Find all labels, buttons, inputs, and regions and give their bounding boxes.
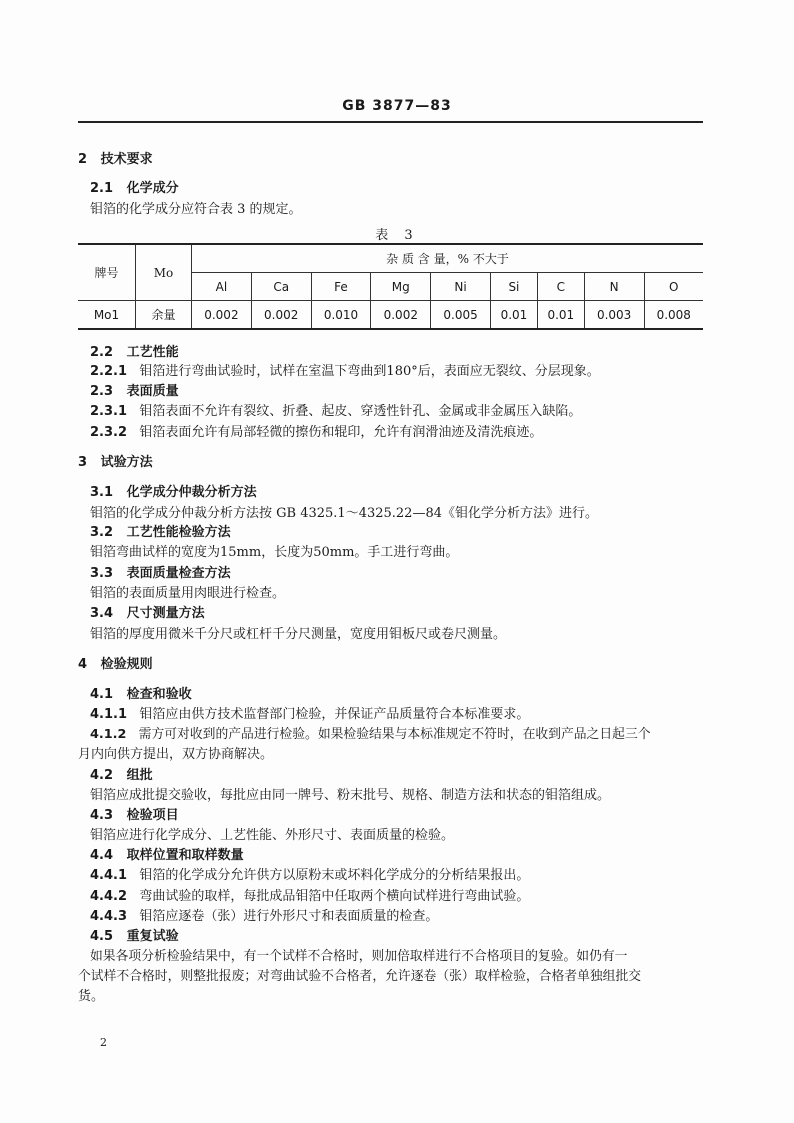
section-number: 2: [78, 152, 88, 167]
section-number: 3.4: [90, 606, 114, 621]
value-cell: 0.002: [251, 301, 311, 330]
section-title: 工艺性能: [126, 345, 179, 360]
clause-number: 2.3.1: [90, 404, 128, 419]
paragraph: 钼箔的厚度用微米千分尺或杠杆千分尺测量，宽度用钼板尺或卷尺测量。: [90, 627, 507, 642]
section-number: 2.1: [90, 181, 114, 196]
element-header: Al: [192, 273, 252, 301]
section-4-1-heading: [90, 687, 192, 703]
clause-4-1-1: [90, 707, 529, 723]
table-caption: 表 3: [375, 228, 419, 243]
value-cell: 0.003: [584, 301, 644, 330]
section-title: 技术要求: [100, 152, 153, 167]
clause-text: 钼箔表面不允许有裂纹、折叠、起皮、穿透性针孔、金属或非金属压入缺陷。: [139, 404, 582, 419]
section-number: 2.3: [90, 384, 114, 399]
clause-2-3-2: [90, 425, 542, 441]
clause-4-1-2: [90, 727, 651, 743]
section-2-1-heading: [90, 181, 179, 197]
element-header: O: [644, 273, 703, 301]
section-title: 重复试验: [126, 929, 179, 944]
element-header: C: [537, 273, 584, 301]
section-number: 3.3: [90, 566, 114, 581]
section-4-5-heading: [90, 929, 179, 945]
clause-number: 4.1.2: [90, 727, 127, 742]
section-3-heading: [78, 455, 153, 471]
table-row: [78, 301, 703, 330]
section-2-2-heading: [90, 345, 179, 361]
section-title: 检验规则: [100, 657, 153, 672]
section-number: 2.2: [90, 345, 114, 360]
clause-number: 4.4.2: [90, 889, 128, 904]
value-cell: 0.005: [431, 301, 491, 330]
section-title: 尺寸测量方法: [126, 606, 205, 621]
section-title: 表面质量检查方法: [126, 566, 231, 581]
paragraph: 钼箔应进行化学成分、丄艺性能、外形尺寸、表面质量的检验。: [90, 828, 455, 843]
section-number: 4.5: [90, 929, 114, 944]
paragraph-continuation: 货。: [78, 989, 105, 1004]
section-number: 4.2: [90, 768, 114, 783]
clause-number: 2.3.2: [90, 425, 128, 440]
clause-2-3-1: [90, 404, 581, 420]
section-number: 3: [78, 455, 88, 470]
paragraph: 钼箔应成批提交验收，每批应由同一牌号、粉末批号、规格、制造方法和状态的钼箔组成。: [90, 788, 611, 803]
element-header: Si: [490, 273, 537, 301]
clause-number: 4.4.3: [90, 909, 128, 924]
mo-cell: 余量: [136, 301, 192, 330]
element-header: N: [584, 273, 644, 301]
section-title: 化学成分: [126, 181, 179, 196]
section-number: 4: [78, 657, 88, 672]
section-4-4-heading: [90, 848, 244, 864]
clause-4-4-3: [90, 909, 438, 925]
value-cell: 0.01: [537, 301, 584, 330]
paragraph: 钼箔的表面质量用肉眼进行检查。: [90, 586, 286, 601]
value-cell: 0.008: [644, 301, 703, 330]
section-title: 检查和验收: [126, 687, 192, 702]
clause-number: 2.2.1: [90, 364, 128, 379]
impurity-table: [78, 243, 703, 330]
element-header: Fe: [311, 273, 371, 301]
value-cell: 0.01: [490, 301, 537, 330]
element-header: Ca: [251, 273, 311, 301]
clause-text: 钼箔的化学成分允许供方以原粉末或坏料化学成分的分析结果报出。: [139, 868, 530, 883]
section-4-2-heading: [90, 768, 153, 784]
header-rule: [78, 121, 703, 123]
section-title: 化学成分仲裁分析方法: [126, 485, 257, 500]
clause-text: 钼箔表面允许有局部轻微的擦伤和辊印，允许有润滑油迹及清洗痕迹。: [139, 425, 543, 440]
section-3-1-heading: [90, 485, 257, 501]
element-header: Mg: [371, 273, 431, 301]
mo-column-header: Mo: [136, 244, 192, 301]
paragraph-continuation: 月内向供方提出，双方协商解决。: [78, 747, 274, 762]
value-cell: 0.002: [371, 301, 431, 330]
clause-text: 钼箔应逐卷（张）进行外形尺寸和表面质量的检查。: [139, 909, 439, 924]
value-cell: 0.010: [311, 301, 371, 330]
brand-cell: Mo1: [78, 301, 136, 330]
section-title: 试验方法: [100, 455, 153, 470]
section-title: 表面质量: [126, 384, 179, 399]
paragraph: 钼箔的化学成分仲裁分析方法按 GB 4325.1～4325.22—84《钼化学分析方法》进行。: [90, 506, 598, 521]
clause-number: 4.4.1: [90, 868, 128, 883]
section-3-4-heading: [90, 606, 205, 622]
section-title: 组批: [126, 768, 153, 783]
paragraph: 钼箔的化学成分应符合表 3 的规定。: [90, 202, 302, 217]
section-title: 检验项目: [126, 808, 179, 823]
section-title: 工艺性能检验方法: [126, 525, 231, 540]
section-2-heading: [78, 152, 153, 168]
clause-number: 4.1.1: [90, 707, 128, 722]
section-title: 取样位置和取样数量: [126, 848, 244, 863]
section-number: 3.1: [90, 485, 114, 500]
section-number: 3.2: [90, 525, 114, 540]
clause-2-2-1: [90, 364, 600, 380]
clause-text: 钼箔进行弯曲试验时，试样在室温下弯曲到180°后，表面应无裂纹、分层现象。: [139, 364, 600, 379]
element-header: Ni: [431, 273, 491, 301]
section-4-3-heading: [90, 808, 179, 824]
section-number: 4.4: [90, 848, 114, 863]
page-number: 2: [100, 1036, 107, 1049]
section-3-3-heading: [90, 566, 231, 582]
clause-text: 需方可对收到的产品进行检验。如果检验结果与本标准规定不符时，在收到产品之日起三个: [138, 727, 651, 742]
paragraph: 如果各项分析检验结果中，有一个试样不合格时，则加倍取样进行不合格项目的复验。如仍有一: [90, 949, 628, 964]
clause-text: 弯曲试验的取样，每批成品钼箔中任取两个横向试样进行弯曲试验。: [139, 889, 530, 904]
section-3-2-heading: [90, 525, 231, 541]
clause-text: 钼箔应由供方技术监督部门检验，并保证产品质量符合本标准要求。: [139, 707, 530, 722]
section-4-heading: [78, 657, 153, 673]
section-2-3-heading: [90, 384, 179, 400]
impurity-header: 杂 质 含 量，% 不大于: [192, 244, 704, 273]
standard-number-header: GB 3877—83: [342, 98, 452, 114]
clause-4-4-1: [90, 868, 529, 884]
paragraph: 钼箔弯曲试样的宽度为15mm，长度为50mm。手工进行弯曲。: [90, 545, 459, 560]
section-number: 4.3: [90, 808, 114, 823]
value-cell: 0.002: [192, 301, 252, 330]
paragraph-continuation: 个试样不合格时，则整批报废；对弯曲试验不合格者，允许逐卷（张）取样检验，合格者单独组批交: [78, 969, 642, 984]
clause-4-4-2: [90, 889, 529, 905]
section-number: 4.1: [90, 687, 114, 702]
brand-column-header: 牌号: [78, 244, 136, 301]
